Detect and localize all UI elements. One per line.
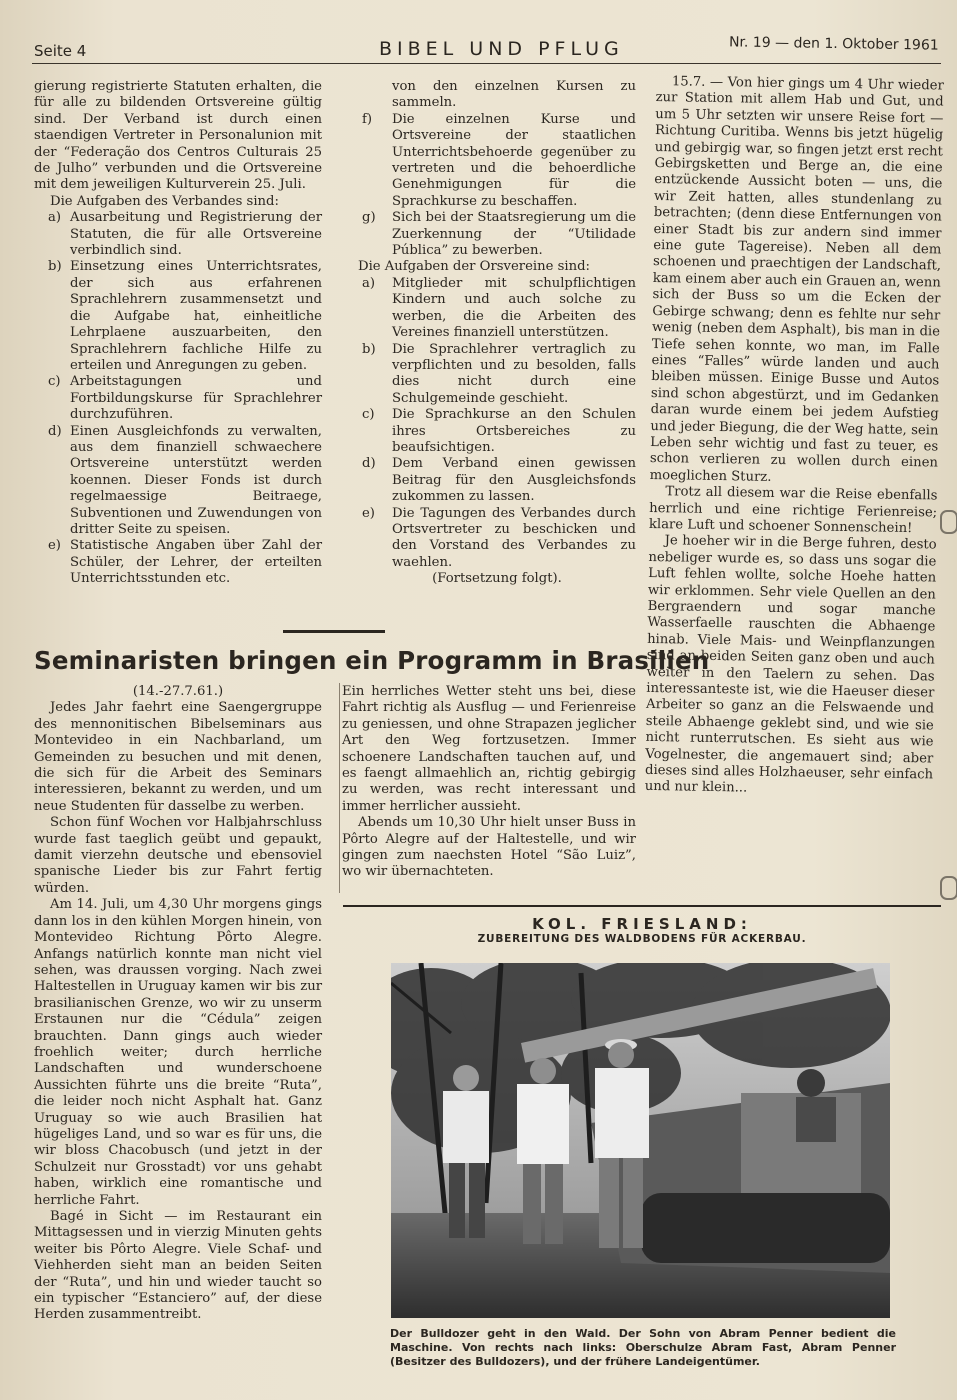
binder-clip-icon xyxy=(940,876,957,900)
issue-date: Nr. 19 — den 1. Oktober 1961 xyxy=(729,34,940,54)
list-marker: d) xyxy=(48,423,62,439)
page-header xyxy=(34,34,943,64)
photo-illustration xyxy=(391,963,890,1318)
paragraph: Bagé in Sicht — im Restaurant ein Mittagsessen und in vierzig Minuten gehts weiter bis Pôrto Alegre. Viele Schaf- und Viehherden sieht man an beiden Seiten der “Ruta”, und hin und wieder taucht so ein typischer “Estanciero” auf, der diese Herden zusammentreibt. xyxy=(34,1209,322,1323)
list-marker: e) xyxy=(362,505,375,521)
list-text: Statistische Angaben über Zahl der Schüler, der Lehrer, der erteilten Unterrichtsstunden etc. xyxy=(70,538,322,587)
paragraph: Die Aufgaben der Orsvereine sind: xyxy=(358,259,590,275)
list-item xyxy=(34,374,322,423)
list-marker: c) xyxy=(362,407,375,423)
paragraph: Ein herrliches Wetter steht uns bei, diese Fahrt richtig als Ausflug — und Ferienreise zu geniessen, und ohne Strapazen jeglicher Art den Weg fortzusetzen. Immer schoenere Landschaften tauchen auf, und es faengt allmaehlich an, richtig gebirgig zu werden, was recht interessant und immer herrlicher aussieht. xyxy=(342,684,636,814)
list-marker: c) xyxy=(48,374,61,390)
paragraph: 15.7. — Von hier gings um 4 Uhr wieder zur Station mit allem Hab und Gut, und um 5 Uhr setzten wir unsere Reise fort — Richtung Curitiba. Wenns bis jetzt hügelig und gebirgig war, so fingen jetzt erst recht Gebirgsketten und Berge an, die eine entzückende Aussicht boten — uns, die wir Zeit hatten, alles stundenlang zu betrachten; (denn diese Entfernungen von einer Stadt bis zur andern sind immer eine gute Tagereise). Neben all dem schoenen und praechtigen der Landschaft, kam einem aber auch ein Grauen an, wenn sich der Buss so um die Ecken der Gebirge schwang; denn es fehlte nur sehr wenig (neben dem Asphalt), bis man in die Tiefe sehen konnte, wo man, im Falle eines “Falles” würde landen und auch bleiben müssen. Einige Busse und Autos sind schon abgestürzt, und im Gedanken daran wurde einem bei jedem Aufstieg und jeder Biegung, die der Weg hatte, sein Leben sehr wichtig und fast zu teuer, es schon verlieren zu wollen durch einen moeglichen Sturz. xyxy=(649,74,944,485)
masthead-title: BIBEL UND PFLUG xyxy=(379,38,624,60)
list-item xyxy=(34,210,322,259)
list-item xyxy=(358,79,636,112)
list-marker: f) xyxy=(362,111,373,127)
photo-box-title: KOL. FRIESLAND: xyxy=(532,915,752,933)
bulldozer-photo xyxy=(391,963,890,1318)
list-text: Die Sprachkurse an den Schulen ihres Ortsbereiches zu beaufsichtigen. xyxy=(392,407,636,455)
three-men xyxy=(443,1039,649,1248)
list-marker: a) xyxy=(362,275,376,291)
photo-box-subtitle: ZUBEREITUNG DES WALDBODENS FÜR ACKERBAU. xyxy=(477,933,807,945)
list-text: Die Sprachlehrer vertraglich zu verpflichten und zu besolden, falls dies nicht durch eine Schulgemeinde geschieht. xyxy=(392,341,636,406)
paragraph: Abends um 10,30 Uhr hielt unser Buss in Pôrto Alegre auf der Haltestelle, und wir gingen zum naechsten Hotel “São Luiz”, wo wir übernachteten. xyxy=(342,815,636,880)
list-text: Arbeitstagungen und Fortbildungskurse für Sprachlehrer durchzuführen. xyxy=(70,374,322,423)
section-divider xyxy=(283,630,385,633)
list-text: Die Tagungen des Verbandes durch Ortsvertreter zu beschicken und den Vorstand des Verbandes zu waehlen. xyxy=(392,505,636,570)
page-number: Seite 4 xyxy=(34,42,87,60)
column-divider xyxy=(339,683,340,893)
list-item xyxy=(358,112,636,210)
paragraph: gierung registrierte Statuten erhalten, die für alle zu bildenden Ortsvereine gültig sind. Der Verband ist durch einen staendigen Vertreter in Personalunion mit der “Federação dos Centros Culturais 25 de Julho” verbunden und die Ortsvereine mit dem jeweiligen Kulturverein 25. Juli. xyxy=(34,79,322,193)
list-marker: e) xyxy=(48,538,61,554)
list-text: von den einzelnen Kursen zu sammeln. xyxy=(392,79,636,111)
list-item xyxy=(358,456,636,505)
column-2 xyxy=(358,79,636,588)
list-marker: a) xyxy=(48,210,62,226)
paragraph: Jedes Jahr faehrt eine Saengergruppe des mennonitischen Bibelseminars aus Montevideo in ein Nachbarland, um Gemeinden zu besuchen und mit denen, die sich für die Arbeit des Seminars interessieren, bekannt zu werden, und um neue Studenten für dasselbe zu werben. xyxy=(34,700,322,814)
list-marker: b) xyxy=(362,341,376,357)
list-item xyxy=(34,538,322,587)
list-marker: b) xyxy=(48,259,62,275)
list-item xyxy=(34,259,322,374)
list-item xyxy=(358,407,636,456)
list-text: Mitglieder mit schulpflichtigen Kindern und auch solche zu werben, die die Arbeiten des Vereines finanziell unterstützen. xyxy=(392,275,636,341)
continuation-note: (Fortsetzung folgt). xyxy=(432,571,562,587)
column-1 xyxy=(34,79,322,588)
paragraph: Die Aufgaben des Verbandes sind: xyxy=(50,193,279,209)
header-rule xyxy=(32,63,941,64)
column-3 xyxy=(645,74,944,800)
paragraph: Je hoeher wir in die Berge fuhren, desto nebeliger wurde es, so dass uns sogar die Luft fehlen wollte, solche Hoehe hatten wir erklommen. Sehr viele Quellen an den Bergraendern und sogar manche Wasserfaelle rauschten die Abhaenge hinab. Viele Mais- und Weinpflanzungen sind an beiden Seiten ganz oben und auch weiter in den Taelern zu sehen. Das interessanteste ist, wie die Haeuser dieser Arbeiter so ganz an die Felswaende und steile Abhaenge geklebt sind, und wie sie nicht runterrutschen. Es sieht aus wie Vogelnester, die angemauert sind; aber dieses sind alles Holzhaeuser, sehr einfach und nur klein... xyxy=(644,533,937,796)
list-item xyxy=(358,276,636,342)
list-item xyxy=(358,506,636,572)
list-text: Ausarbeitung und Registrierung der Statuten, die für alle Ortsvereine verbindlich sind. xyxy=(70,210,322,259)
article-dates: (14.-27.7.61.) xyxy=(132,684,224,699)
binder-clip-icon xyxy=(940,510,957,534)
list-text: Einsetzung eines Unterrichtsrates, der sich aus erfahrenen Sprachlehrern zusammensetzt und die Aufgabe hat, einheitliche Lehrplaene auszuarbeiten, den Sprachlehrern fachliche Hilfe zu erteilen und Anregungen zu geben. xyxy=(70,259,322,373)
photo-box-rule xyxy=(343,905,941,907)
list-item xyxy=(358,210,636,259)
list-text: Einen Ausgleichfonds zu verwalten, aus dem finanziell schwaechere Ortsvereine unterstützt werden koennen. Dieser Fonds ist durch regelmaessige Beitraege, Subventionen und Zuwendungen von dritter Seite zu speisen. xyxy=(70,423,322,537)
paragraph: Am 14. Juli, um 4,30 Uhr morgens gings dann los in den kühlen Morgen hinein, von Montevideo Richtung Pôrto Alegre. Anfangs natürlich konnte man nicht viel sehen, was draussen vorging. Nach zwei Haltestellen in Uruguay kamen wir bis zur brasilianischen Grenze, wo wir zu unserm Erstaunen nur die “Cédula” zeigen brauchten. Dann gings auch wieder froehlich weiter; durch herrliche Landschaften und wunderschoene Aussichten führte uns die breite “Ruta”, die leider noch nicht Asphalt hat. Ganz Uruguay so wie auch Brasilien hat hügeliges Land, und so war es für uns, die wir bloss Chacobusch (und jetzt in der Schulzeit nur Grosstadt) vor uns gehabt haben, wirklich eine romantische und herrliche Fahrt. xyxy=(34,897,322,1208)
article-column-2 xyxy=(342,684,636,881)
paragraph: Schon fünf Wochen vor Halbjahrschluss wurde fast taeglich geübt und gepaukt, damit vierzehn deutsche und ebensoviel spanische Lieder bis zur Fahrt fertig würden. xyxy=(34,815,322,896)
paragraph: Trotz all diesem war die Reise ebenfalls herrlich und eine richtige Ferienreise; klare Luft und schoener Sonnenschein! xyxy=(648,484,938,537)
list-text: Sich bei der Staatsregierung um die Zuerkennung der “Utilidade Pública” zu bewerben. xyxy=(392,210,636,259)
list-text: Die einzelnen Kurse und Ortsvereine der staatlichen Unterrichtsbehoerde gegenüber zu vertreten und die behoerdliche Genehmigungen für die Sprachkurse zu beschaffen. xyxy=(392,111,636,209)
article-headline: Seminaristen bringen ein Programm in Brasilien xyxy=(34,646,710,675)
list-text: Dem Verband einen gewissen Beitrag für den Ausgleichsfonds zukommen zu lassen. xyxy=(392,456,636,505)
photo-caption: Der Bulldozer geht in den Wald. Der Sohn von Abram Penner bedient die Maschine. Von rechts nach links: Oberschulze Abram Fast, Abram Penner (Besitzer des Bulldozers), und der frühere Landeigentümer. xyxy=(390,1327,896,1368)
article-column-1 xyxy=(34,684,322,1324)
list-item xyxy=(358,342,636,408)
list-item xyxy=(34,424,322,539)
list-marker: g) xyxy=(362,210,376,226)
list-marker: d) xyxy=(362,456,376,472)
